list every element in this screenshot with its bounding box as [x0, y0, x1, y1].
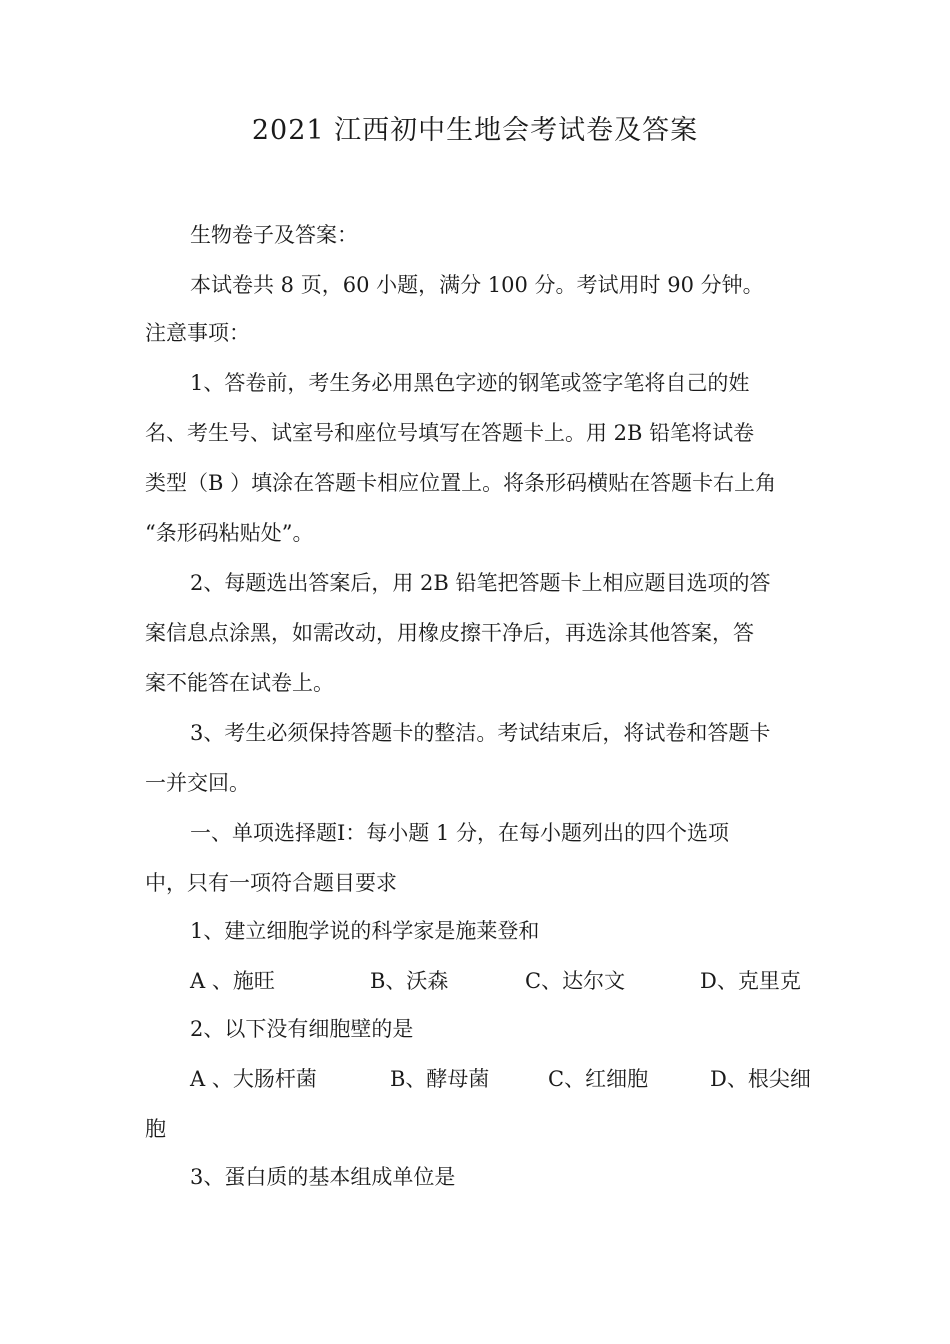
question-2-option-d-wrap: 胞: [145, 1117, 166, 1141]
question-2-option-a: A 、大肠杆菌: [190, 1067, 317, 1091]
question-1-option-c: C、达尔文: [525, 969, 626, 993]
rule1-line3: 类型（B ）填涂在答题卡相应位置上。将条形码横贴在答题卡右上角: [145, 471, 777, 495]
question-2-option-b: B、酵母菌: [390, 1067, 490, 1091]
rule2-line2: 案信息点涂黑，如需改动，用橡皮擦干净后，再选涂其他答案，答: [145, 621, 754, 645]
intro-line: 本试卷共 8 页，60 小题，满分 100 分。考试用时 90 分钟。: [190, 273, 764, 297]
question-1-stem: 1、建立细胞学说的科学家是施莱登和: [190, 919, 540, 943]
rule3-line1: 3、考生必须保持答题卡的整洁。考试结束后，将试卷和答题卡: [190, 721, 771, 745]
document-title: 2021 江西初中生地会考试卷及答案: [251, 115, 699, 146]
question-1-option-a: A 、施旺: [190, 969, 275, 993]
rule2-line1: 2、每题选出答案后，用 2B 铅笔把答题卡上相应题目选项的答: [190, 571, 771, 595]
question-2-option-d: D、根尖细: [710, 1067, 811, 1091]
question-2-option-c: C、红细胞: [548, 1067, 649, 1091]
question-1-option-d: D、克里克: [700, 969, 801, 993]
part1-line2: 中，只有一项符合题目要求: [145, 871, 397, 895]
notice-label: 注意事项：: [145, 321, 250, 345]
rule1-line1: 1、答卷前，考生务必用黑色字迹的钢笔或签字笔将自己的姓: [190, 371, 750, 395]
section-heading: 生物卷子及答案：: [190, 223, 358, 247]
rule1-line4: “条形码粘贴处”。: [145, 521, 314, 545]
rule2-line3: 案不能答在试卷上。: [145, 671, 334, 695]
question-3-stem: 3、蛋白质的基本组成单位是: [190, 1165, 456, 1189]
part1-line1: 一、单项选择题Ⅰ：每小题 1 分，在每小题列出的四个选项: [190, 821, 730, 845]
rule1-line2: 名、考生号、试室号和座位号填写在答题卡上。用 2B 铅笔将试卷: [145, 421, 755, 445]
question-2-stem: 2、以下没有细胞壁的是: [190, 1017, 414, 1041]
question-1-option-b: B、沃森: [370, 969, 449, 993]
rule3-line2: 一并交回。: [145, 771, 250, 795]
